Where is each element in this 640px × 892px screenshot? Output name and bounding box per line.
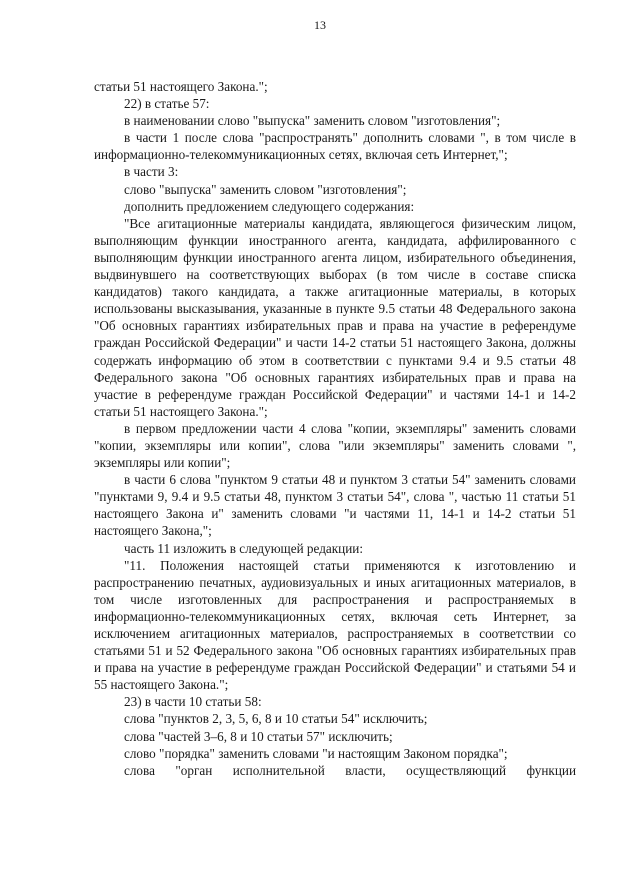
paragraph: в части 6 слова "пунктом 9 статьи 48 и пунктом 3 статьи 54" заменить словами "пунктами 9, 9.4 и 9.5 статьи 48, пунктом 3 статьи 54", слова ", частью 11 статьи 51 настоящего Закона и" заменить словами "и частями 11, 14-1 и 14-2 статьи 51 настоящего Закона,"; [94,472,576,539]
paragraph: в части 1 после слова "распространять" дополнить словами ", в том числе в информационно-телекоммуникационных сетях, включая сеть Интернет,"; [94,130,576,163]
paragraph: в первом предложении части 4 слова "копии, экземпляры" заменить словами "копии, экземпляры или копии", слова "или экземпляры" заменить словами ", экземпляры или копии"; [94,420,576,471]
paragraph: слово "выпуска" заменить словом "изготовления"; [124,181,407,197]
paragraph: слово "порядка" заменить словами "и настоящим Законом порядка"; [124,745,508,761]
paragraph: "Все агитационные материалы кандидата, являющегося физическим лицом, выполняющим функции иностранного агента, кандидата, аффилированного с выполняющим функции иностранного агента лицом, избирательного объединения, выдвинувшего на соответствующих выборах (в том числе в составе списка кандидатов) такого кандидата, а также агитационные материалы, в которых использованы высказывания, указанные в пункте 9.5 статьи 48 Федерального закона "Об основных гарантиях избирательных прав и права на участие в референдуме граждан Российской Федерации" и части 14-2 статьи 51 настоящего Закона, должны содержать информацию об этом в соответствии с пунктами 9.4 и 9.5 статьи 48 Федерального закона "Об основных гарантиях избирательных прав и права на участие в референдуме граждан Российской Федерации" и частями 14-1 и 14-2 статьи 51 настоящего Закона."; [94,215,576,419]
paragraph: слова "орган исполнительной власти, осуществляющий функции [124,762,576,778]
paragraph: в наименовании слово "выпуска" заменить словом "изготовления"; [124,113,501,129]
document-body [94,78,576,779]
paragraph: 23) в части 10 статьи 58: [124,694,262,710]
paragraph: "11. Положения настоящей статьи применяются к изготовлению и распространению печатных, аудиовизуальных и иных агитационных материалов, в том числе изготовленных для распространения и распространяемых в информационно-телекоммуникационных сетях, включая сеть Интернет, за исключением агитационных материалов, распространяемых в соответствии со статьями 51 и 52 Федерального закона "Об основных гарантиях избирательных прав и права на участие в референдуме граждан Российской Федерации" и статьями 54 и 55 настоящего Закона."; [94,557,576,693]
paragraph: дополнить предложением следующего содержания: [124,198,415,214]
paragraph: слова "частей 3–6, 8 и 10 статьи 57" исключить; [124,728,393,744]
page-number: 13 [314,18,326,32]
paragraph: в части 3: [124,164,179,180]
paragraph: статьи 51 настоящего Закона."; [94,79,268,94]
paragraph: часть 11 изложить в следующей редакции: [124,540,363,556]
paragraph: 22) в статье 57: [124,96,210,112]
paragraph: слова "пунктов 2, 3, 5, 6, 8 и 10 статьи 54" исключить; [124,711,428,727]
